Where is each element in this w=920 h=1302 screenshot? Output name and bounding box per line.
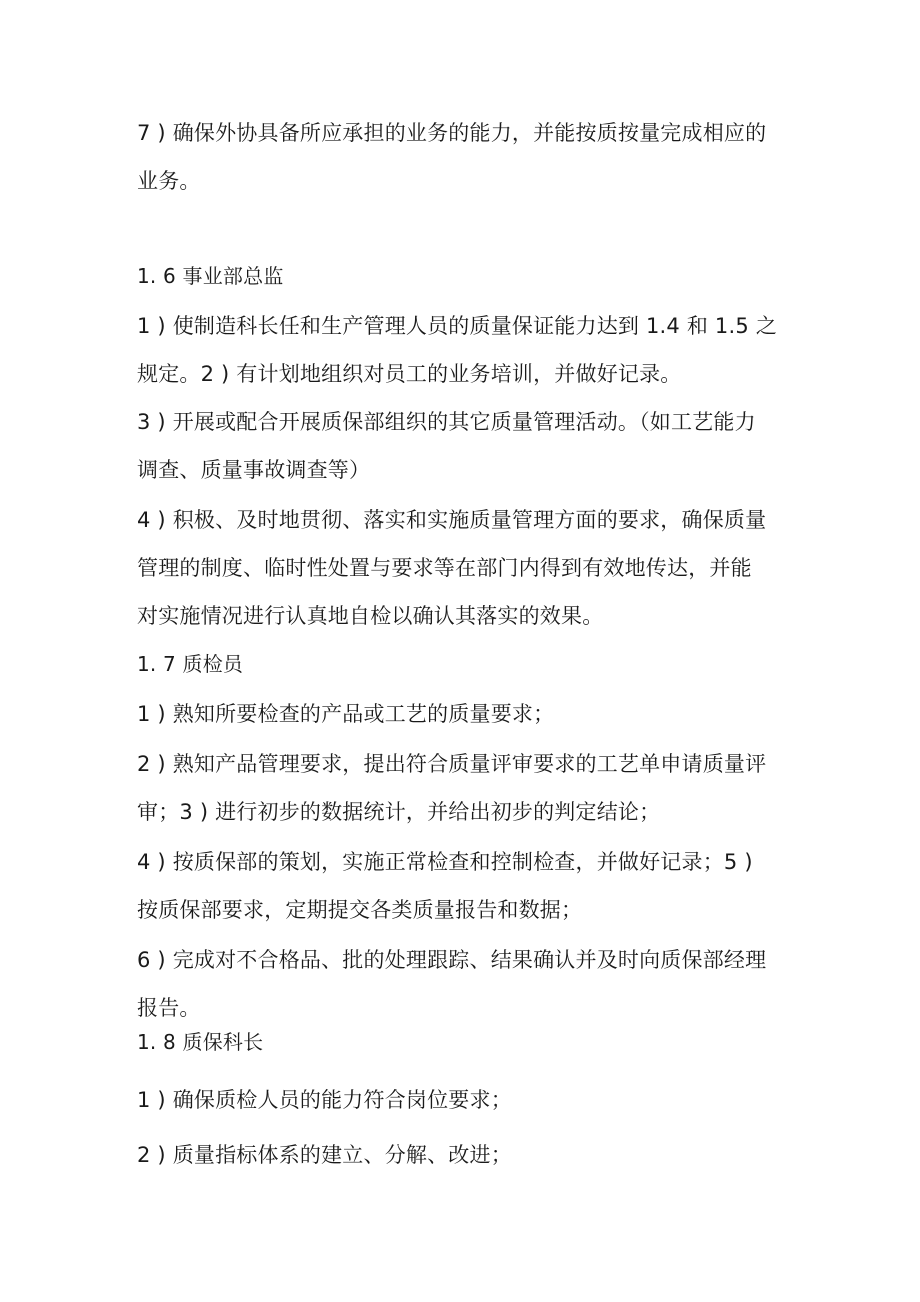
text-line: 规定。2 ) 有计划地组织对员工的业务培训，并做好记录。 — [137, 362, 682, 386]
section-heading: 1. 6 事业部总监 — [137, 264, 284, 288]
text-line: 1 ) 熟知所要检查的产品或工艺的质量要求； — [137, 702, 555, 726]
text-line: 调查、质量事故调查等） — [137, 458, 371, 482]
text-line: 4 ) 按质保部的策划，实施正常检查和控制检查，并做好记录；5 ) — [137, 850, 753, 874]
text-line: 1 ) 使制造科长任和生产管理人员的质量保证能力达到 1.4 和 1.5 之 — [137, 314, 777, 338]
text-line: 业务。 — [137, 169, 201, 193]
text-line: 3 ) 开展或配合开展质保部组织的其它质量管理活动。（如工艺能力 — [137, 410, 756, 434]
text-line: 7 ) 确保外协具备所应承担的业务的能力，并能按质按量完成相应的 — [137, 121, 767, 145]
text-line: 按质保部要求，定期提交各类质量报告和数据； — [137, 898, 583, 922]
text-line: 审；3 ) 进行初步的数据统计，并给出初步的判定结论； — [137, 800, 661, 824]
text-line: 6 ) 完成对不合格品、批的处理跟踪、结果确认并及时向质保部经理 — [137, 948, 767, 972]
section-heading: 1. 7 质检员 — [137, 652, 244, 676]
text-line: 2 ) 熟知产品管理要求，提出符合质量评审要求的工艺单申请质量评 — [137, 752, 767, 776]
text-line: 管理的制度、临时性处置与要求等在部门内得到有效地传达，并能 — [137, 556, 752, 580]
text-line: 2 ) 质量指标体系的建立、分解、改进； — [137, 1143, 512, 1167]
text-line: 4 ) 积极、及时地贯彻、落实和实施质量管理方面的要求，确保质量 — [137, 508, 767, 532]
text-line: 报告。 — [137, 996, 201, 1020]
text-line: 1 ) 确保质检人员的能力符合岗位要求； — [137, 1088, 512, 1112]
text-line: 对实施情况进行认真地自检以确认其落实的效果。 — [137, 604, 604, 628]
section-heading: 1. 8 质保科长 — [137, 1030, 264, 1054]
